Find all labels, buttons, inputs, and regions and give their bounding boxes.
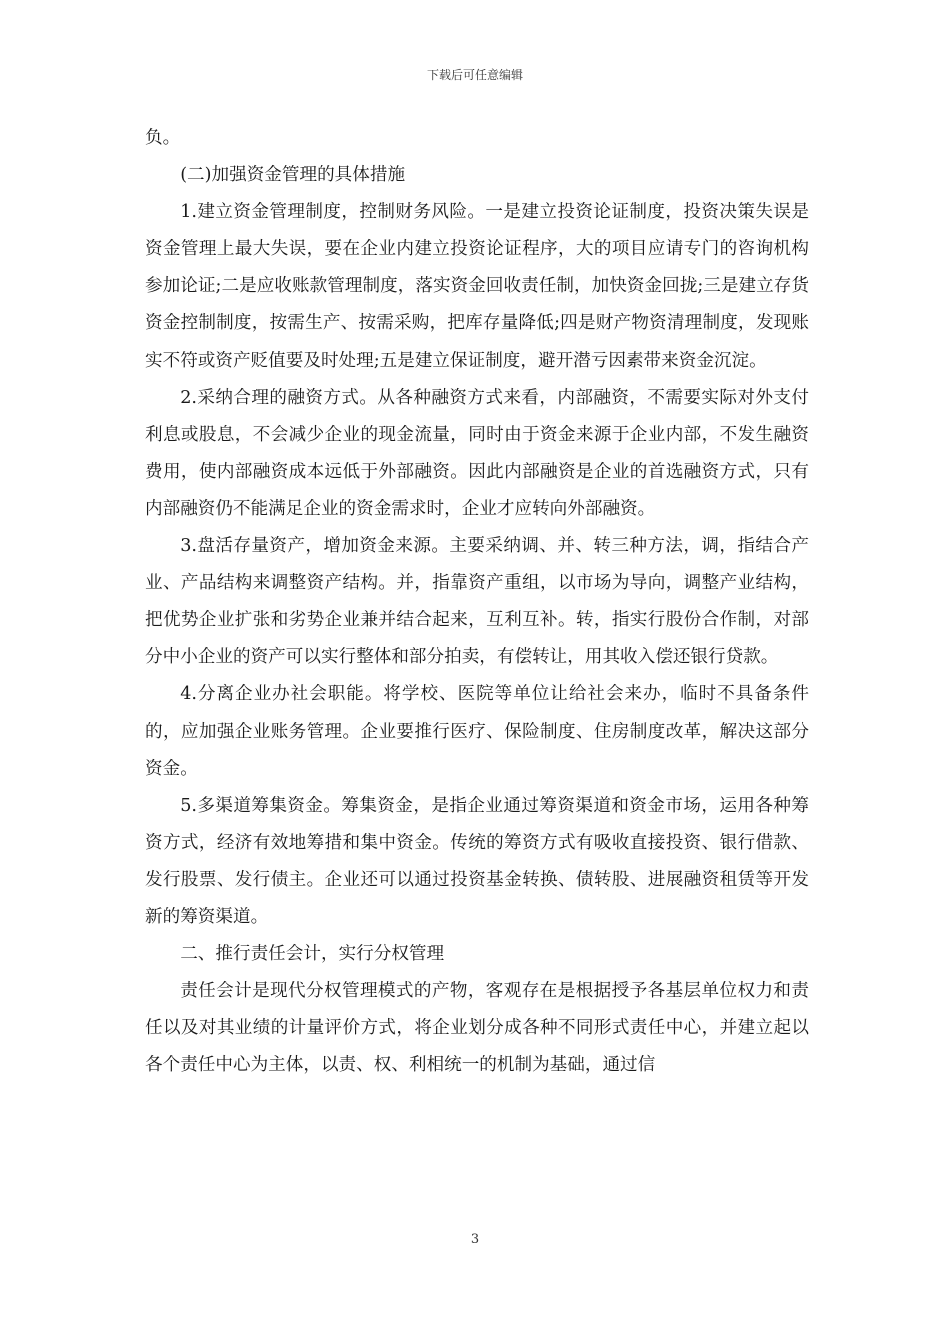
body-text bbox=[145, 120, 809, 1084]
header-note: 下载后可任意编辑 bbox=[426, 68, 523, 82]
page-number: 3 bbox=[470, 1232, 480, 1247]
paragraph-continued: 负。 bbox=[145, 128, 181, 148]
paragraph-body: 责任会计是现代分权管理模式的产物，客观存在是根据授予各基层单位权力和责任以及对其业绩的计量评价方式，将企业划分成各种不同形式责任中心，并建立起以各个责任中心为主体，以责、权、利相统一的机制为基础，通过信 bbox=[145, 981, 809, 1076]
paragraph-item-2: 2.采纳合理的融资方式。从各种融资方式来看，内部融资，不需要实际对外支付利息或股息，不会减少企业的现金流量，同时由于资金来源于企业内部，不发生融资费用，使内部融资成本远低于外部融资。因此内部融资是企业的首选融资方式，只有内部融资仍不能满足企业的资金需求时，企业才应转向外部融资。 bbox=[145, 387, 809, 519]
paragraph-item-1: 1.建立资金管理制度，控制财务风险。一是建立投资论证制度，投资决策失误是资金管理上最大失误，要在企业内建立投资论证程序，大的项目应请专门的咨询机构参加论证;二是应收账款管理制度，落实资金回收责任制，加快资金回拢;三是建立存货资金控制制度，按需生产、按需采购，把库存量降低;四是财产物资清理制度，发现账实不符或资产贬值要及时处理;五是建立保证制度，避开潜亏因素带来资金沉淀。 bbox=[145, 202, 809, 371]
paragraph-item-4: 4.分离企业办社会职能。将学校、医院等单位让给社会来办，临时不具备条件的，应加强企业账务管理。企业要推行医疗、保险制度、住房制度改革，解决这部分资金。 bbox=[145, 684, 809, 779]
section-heading: 二、推行责任会计，实行分权管理 bbox=[180, 944, 445, 965]
section-subheading: (二)加强资金管理的具体措施 bbox=[180, 165, 406, 186]
paragraph-item-5: 5.多渠道筹集资金。筹集资金，是指企业通过筹资渠道和资金市场，运用各种筹资方式，经济有效地筹措和集中资金。传统的筹资方式有吸收直接投资、银行借款、发行股票、发行债主。企业还可以通过投资基金转换、债转股、进展融资租赁等开发新的筹资渠道。 bbox=[145, 795, 809, 927]
paragraph-item-3: 3.盘活存量资产，增加资金来源。主要采纳调、并、转三种方法，调，指结合产业、产品结构来调整资产结构。并，指靠资产重组，以市场为导向，调整产业结构，把优势企业扩张和劣势企业兼并结合起来，互利互补。转，指实行股份合作制，对部分中小企业的资产可以实行整体和部分拍卖，有偿转让，用其收入偿还银行贷款。 bbox=[145, 536, 809, 668]
